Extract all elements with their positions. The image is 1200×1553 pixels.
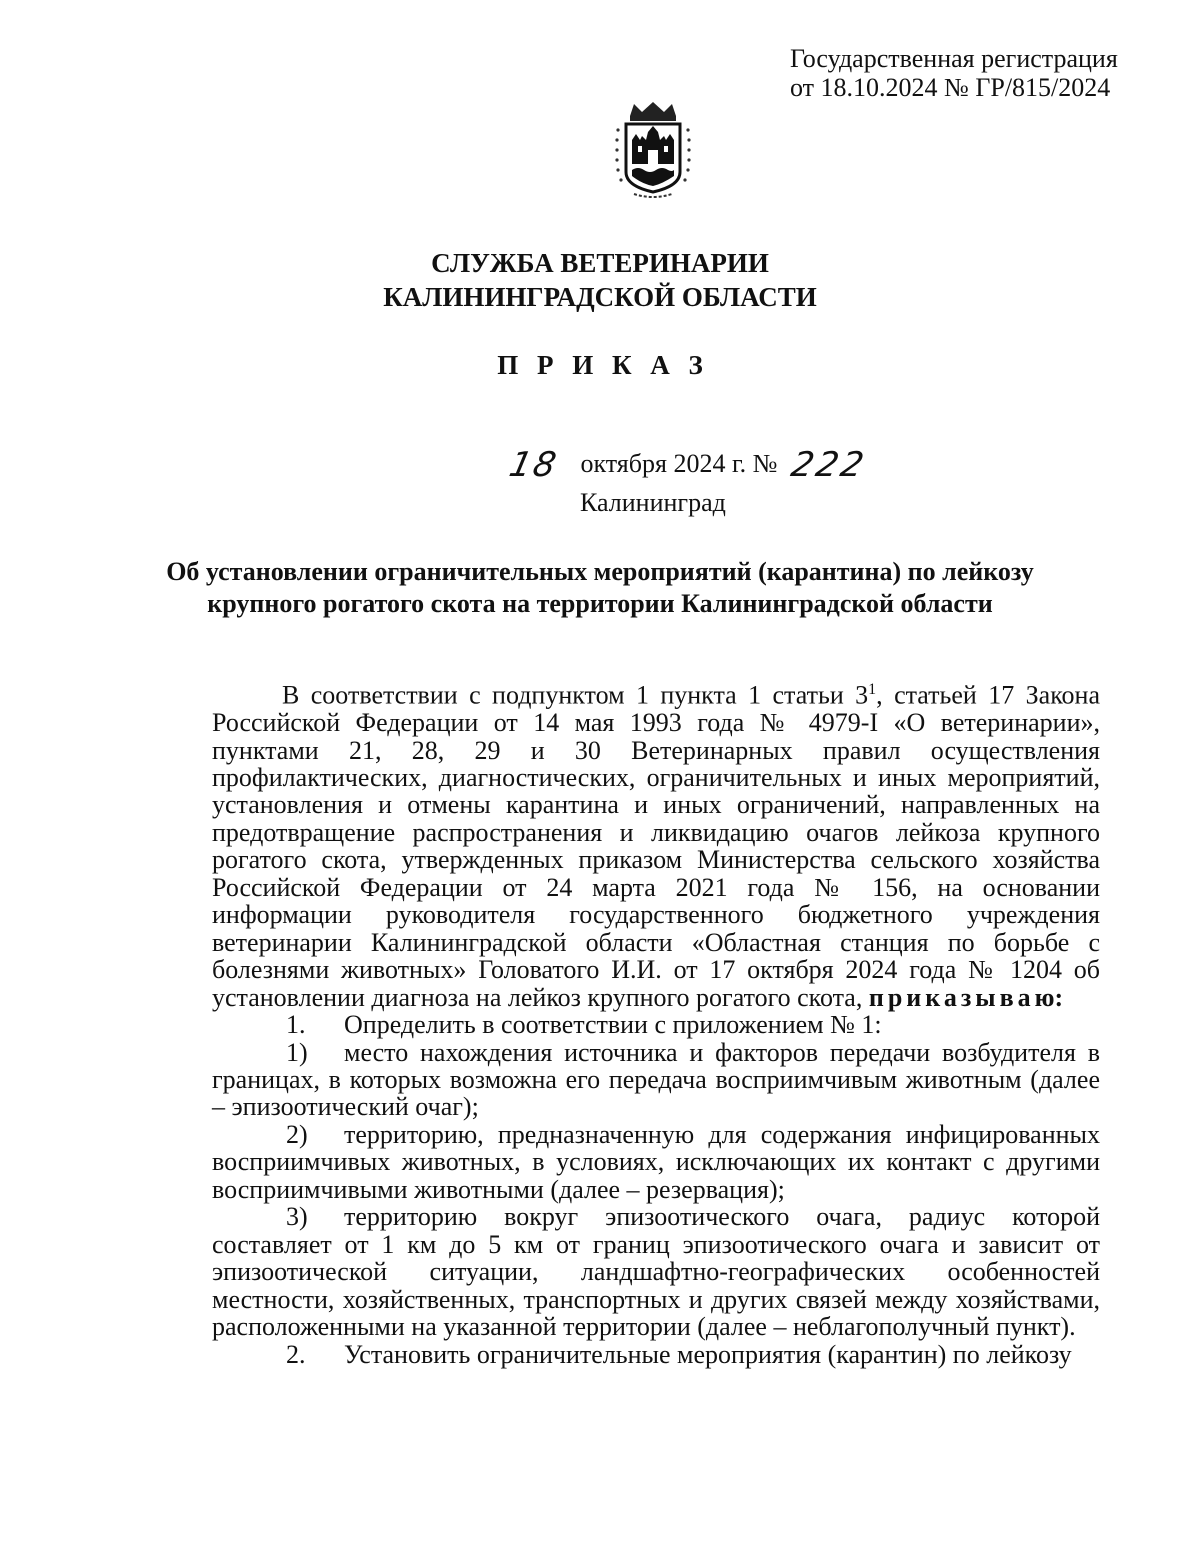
preamble-text: , статьей 17 Закона Российской Федерации от 14 мая 1993 года № 4979-I «О ветеринарии», пунктами 21, 28, 29 и 30 Ветеринарных правил осуществления профилактических, диагностических, ограничительных и иных мероприятий, установления и отмены карантина и иных ограничений, направленных на предотвращение распространения и ликвидацию очагов лейкоза крупного рогатого скота, утвержденных приказом Министерства сельского хозяйства Российской Федерации от 24 марта 2021 года № 156, на основании информации руководителя государственного бюджетного учреждения ветеринарии Калининградской области «Областная станция по борьбе с болезнями животных» Головатого И.И. от 17 октября 2024 года № 1204 об установлении диагноза на лейкоз крупного рогатого скота, <box>212 680 1100 1012</box>
command-word: приказыва <box>868 982 1035 1012</box>
list-item <box>212 1203 1100 1340</box>
document-type: П Р И К А З <box>497 350 709 380</box>
article-superscript: 1 <box>868 681 877 698</box>
organization-line: КАЛИНИНГРАДСКОЙ ОБЛАСТИ <box>383 282 817 312</box>
handwritten-day: 18 <box>505 445 562 485</box>
issuing-organization <box>0 246 1200 314</box>
list-item <box>212 1121 1100 1203</box>
handwritten-order-number: 222 <box>787 445 871 485</box>
registration-date-number: от 18.10.2024 № ГР/815/2024 <box>790 73 1111 102</box>
list-item-number: 2. <box>286 1339 306 1369</box>
document-body <box>212 676 1100 1368</box>
list-item-number: 2) <box>286 1119 308 1149</box>
list-item-number: 1. <box>286 1010 306 1040</box>
list-item-text: территорию, предназначенную для содержания инфицированных восприимчивых животных, в условиях, исключающих их контакт с другими восприимчивыми животными (далее – резервация); <box>212 1119 1100 1204</box>
subject-line: Об установлении ограничительных мероприятий (карантина) по лейкозу <box>166 557 1034 586</box>
order-date-text: октября 2024 г. № <box>580 449 778 478</box>
order-date-line <box>505 445 871 485</box>
list-item-text: место нахождения источника и факторов передачи возбудителя в границах, в которых возможна его передача восприимчивым животным (далее – эпизоотический очаг); <box>212 1037 1100 1122</box>
list-item-text: Определить в соответствии с приложением № 1: <box>344 1010 882 1040</box>
command-word-end: ю: <box>1034 982 1064 1012</box>
order-city: Калининград <box>580 488 726 517</box>
organization-line: СЛУЖБА ВЕТЕРИНАРИИ <box>431 248 769 278</box>
preamble-paragraph <box>212 676 1100 1011</box>
preamble-text-start: В соответствии с подпунктом 1 пункта 1 статьи 3 <box>282 680 869 710</box>
registration-line: Государственная регистрация <box>790 44 1118 73</box>
list-item <box>212 1011 1100 1038</box>
list-item <box>212 1039 1100 1121</box>
list-item-number: 3) <box>286 1202 308 1232</box>
registration-stamp <box>790 44 1170 102</box>
kaliningrad-coat-of-arms-icon <box>612 100 694 204</box>
list-item-number: 1) <box>286 1037 308 1067</box>
order-subject-title <box>150 556 1050 620</box>
list-item-text: территорию вокруг эпизоотического очага, радиус которой составляет от 1 км до 5 км от границ эпизоотического очага и зависит от эпизоотической ситуации, ландшафтно-географических особенностей местности, хозяйственных, транспортных и других связей между хозяйствами, расположенными на указанной территории (далее – неблагополучный пункт). <box>212 1202 1100 1342</box>
subject-line: крупного рогатого скота на территории Калининградской области <box>207 589 993 618</box>
list-item-text: Установить ограничительные мероприятия (карантин) по лейкозу <box>344 1339 1072 1369</box>
list-item <box>212 1341 1100 1368</box>
